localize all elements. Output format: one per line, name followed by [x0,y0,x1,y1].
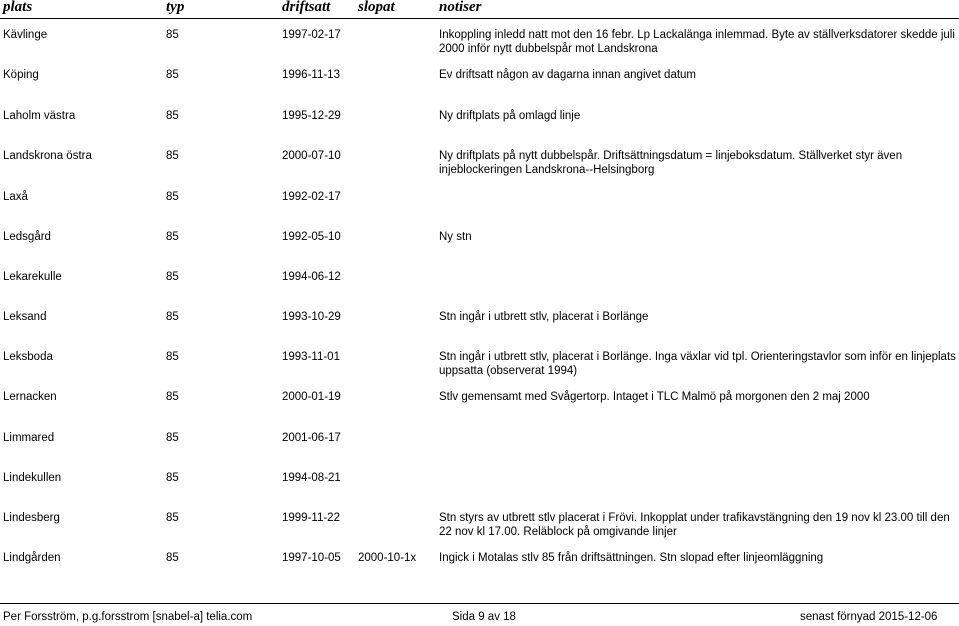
cell-plats: Lernacken [3,391,57,403]
cell-notiser: Stn ingår i utbrett stlv, placerat i Borlänge. Inga växlar vid tpl. Orienteringstavlor som inför en linjeplats uppsatta (observerat 1994) [439,351,956,377]
cell-plats: Leksboda [3,351,53,363]
header-notiser: notiser [439,0,482,15]
cell-notiser: Stn styrs av utbrett stlv placerat i Frövi. Inkopplat under trafikavstängning den 19 nov kl 23.00 till den 22 nov kl 17.00. Reläblock på omgivande linjer [439,512,950,538]
header-slopat: slopat [358,0,395,15]
cell-plats: Landskrona östra [3,150,92,162]
cell-typ: 85 [166,311,179,323]
cell-plats: Lekarekulle [3,271,62,283]
cell-plats: Kävlinge [3,29,48,41]
cell-notiser: Stlv gemensamt med Svågertorp. Intaget i TLC Malmö på morgonen den 2 maj 2000 [439,391,870,403]
cell-typ: 85 [166,150,179,162]
cell-typ: 85 [166,231,179,243]
cell-typ: 85 [166,552,179,564]
cell-typ: 85 [166,271,179,283]
cell-driftsatt: 1997-10-05 [282,552,341,564]
header-typ: typ [166,0,185,15]
cell-plats: Limmared [3,432,55,444]
cell-notiser: Ingick i Motalas stlv 85 från driftsättningen. Stn slopad efter linjeomläggning [439,552,824,564]
footer-updated: senast förnyad 2015-12-06 [800,611,938,623]
cell-notiser: Ev driftsatt någon av dagarna innan angivet datum [439,69,697,81]
footer-page-number: Sida 9 av 18 [452,611,516,623]
cell-typ: 85 [166,29,179,41]
cell-notiser: Ny driftplats på nytt dubbelspår. Driftsättningsdatum = linjeboksdatum. Ställverket styr även injeblockeringen Landskrona--Helsingborg [439,150,903,176]
cell-plats: Lindgården [3,552,61,564]
cell-driftsatt: 1994-08-21 [282,472,341,484]
cell-driftsatt: 1992-02-17 [282,191,341,203]
table-header [0,0,959,19]
cell-plats: Laxå [3,191,28,203]
cell-plats: Lindekullen [3,472,62,484]
cell-plats: Lindesberg [3,512,60,524]
footer-divider [0,603,959,604]
cell-driftsatt: 2001-06-17 [282,432,341,444]
cell-driftsatt: 2000-07-10 [282,150,341,162]
cell-plats: Ledsgård [3,231,51,243]
cell-plats: Laholm västra [3,110,76,122]
cell-driftsatt: 1993-11-01 [282,351,340,363]
cell-typ: 85 [166,351,179,363]
footer-author: Per Forsström, p.g.forsstrom [snabel-a] telia.com [3,611,253,623]
cell-driftsatt: 1993-10-29 [282,311,341,323]
cell-typ: 85 [166,512,179,524]
cell-typ: 85 [166,191,179,203]
cell-plats: Köping [3,69,39,81]
cell-typ: 85 [166,110,179,122]
cell-notiser: Ny driftplats på omlagd linje [439,110,581,122]
cell-driftsatt: 1996-11-13 [282,69,340,81]
header-plats: plats [3,0,33,15]
cell-plats: Leksand [3,311,47,323]
cell-typ: 85 [166,391,179,403]
cell-notiser: Stn ingår i utbrett stlv, placerat i Borlänge [439,311,649,323]
cell-typ: 85 [166,472,179,484]
cell-driftsatt: 1999-11-22 [282,512,340,524]
cell-driftsatt: 1994-06-12 [282,271,341,283]
cell-slopat: 2000-10-1x [358,552,417,564]
header-driftsatt: driftsatt [282,0,331,15]
cell-driftsatt: 1992-05-10 [282,231,341,243]
cell-driftsatt: 1995-12-29 [282,110,341,122]
cell-driftsatt: 2000-01-19 [282,391,341,403]
cell-notiser: Ny stn [439,231,472,243]
cell-driftsatt: 1997-02-17 [282,29,341,41]
cell-typ: 85 [166,69,179,81]
cell-notiser: Inkoppling inledd natt mot den 16 febr. Lp Lackalänga inlemmad. Byte av ställverksdatorer skedde juli 2000 inför nytt dubbelspår mot Landskrona [439,29,955,55]
cell-typ: 85 [166,432,179,444]
